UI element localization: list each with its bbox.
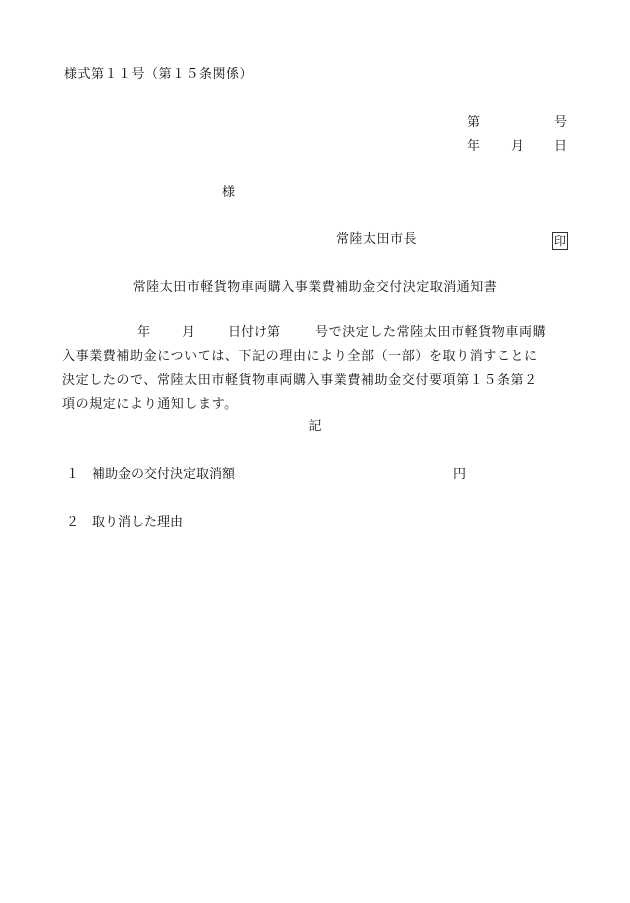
item-1-number: １	[66, 467, 80, 482]
date-day: 日	[554, 139, 568, 154]
document-title: 常陸太田市軽貨物車両購入事業費補助金交付決定取消通知書	[132, 280, 498, 295]
doc-number-suffix: 号	[554, 115, 568, 130]
item-1-label: 補助金の交付決定取消額	[92, 467, 236, 482]
ki-heading: 記	[308, 419, 322, 434]
date-month: 月	[511, 139, 525, 154]
body-line1: 号で決定した常陸太田市軽貨物車両購	[315, 325, 547, 340]
date-year: 年	[467, 139, 481, 154]
seal-text: 印	[553, 234, 566, 248]
item-1-unit: 円	[453, 467, 467, 482]
doc-number-prefix: 第	[467, 115, 481, 130]
body-line2: 入事業費補助金については、下記の理由により全部（一部）を取り消すことに	[62, 349, 538, 364]
issuer-name: 常陸太田市長	[336, 232, 418, 247]
addressee-honorific: 様	[222, 185, 236, 200]
body-line3: 決定したので、常陸太田市軽貨物車両購入事業費補助金交付要項第１５条第２	[62, 373, 538, 388]
body-month: 月	[182, 325, 196, 340]
body-date-ref: 日付け第	[228, 325, 281, 340]
item-2-number: ２	[66, 515, 80, 530]
body-year: 年	[137, 325, 151, 340]
item-2-label: 取り消した理由	[92, 515, 184, 530]
body-line4: 項の規定により通知します。	[62, 397, 238, 412]
form-number: 様式第１１号（第１５条関係）	[64, 67, 254, 82]
seal-mark	[552, 232, 568, 250]
